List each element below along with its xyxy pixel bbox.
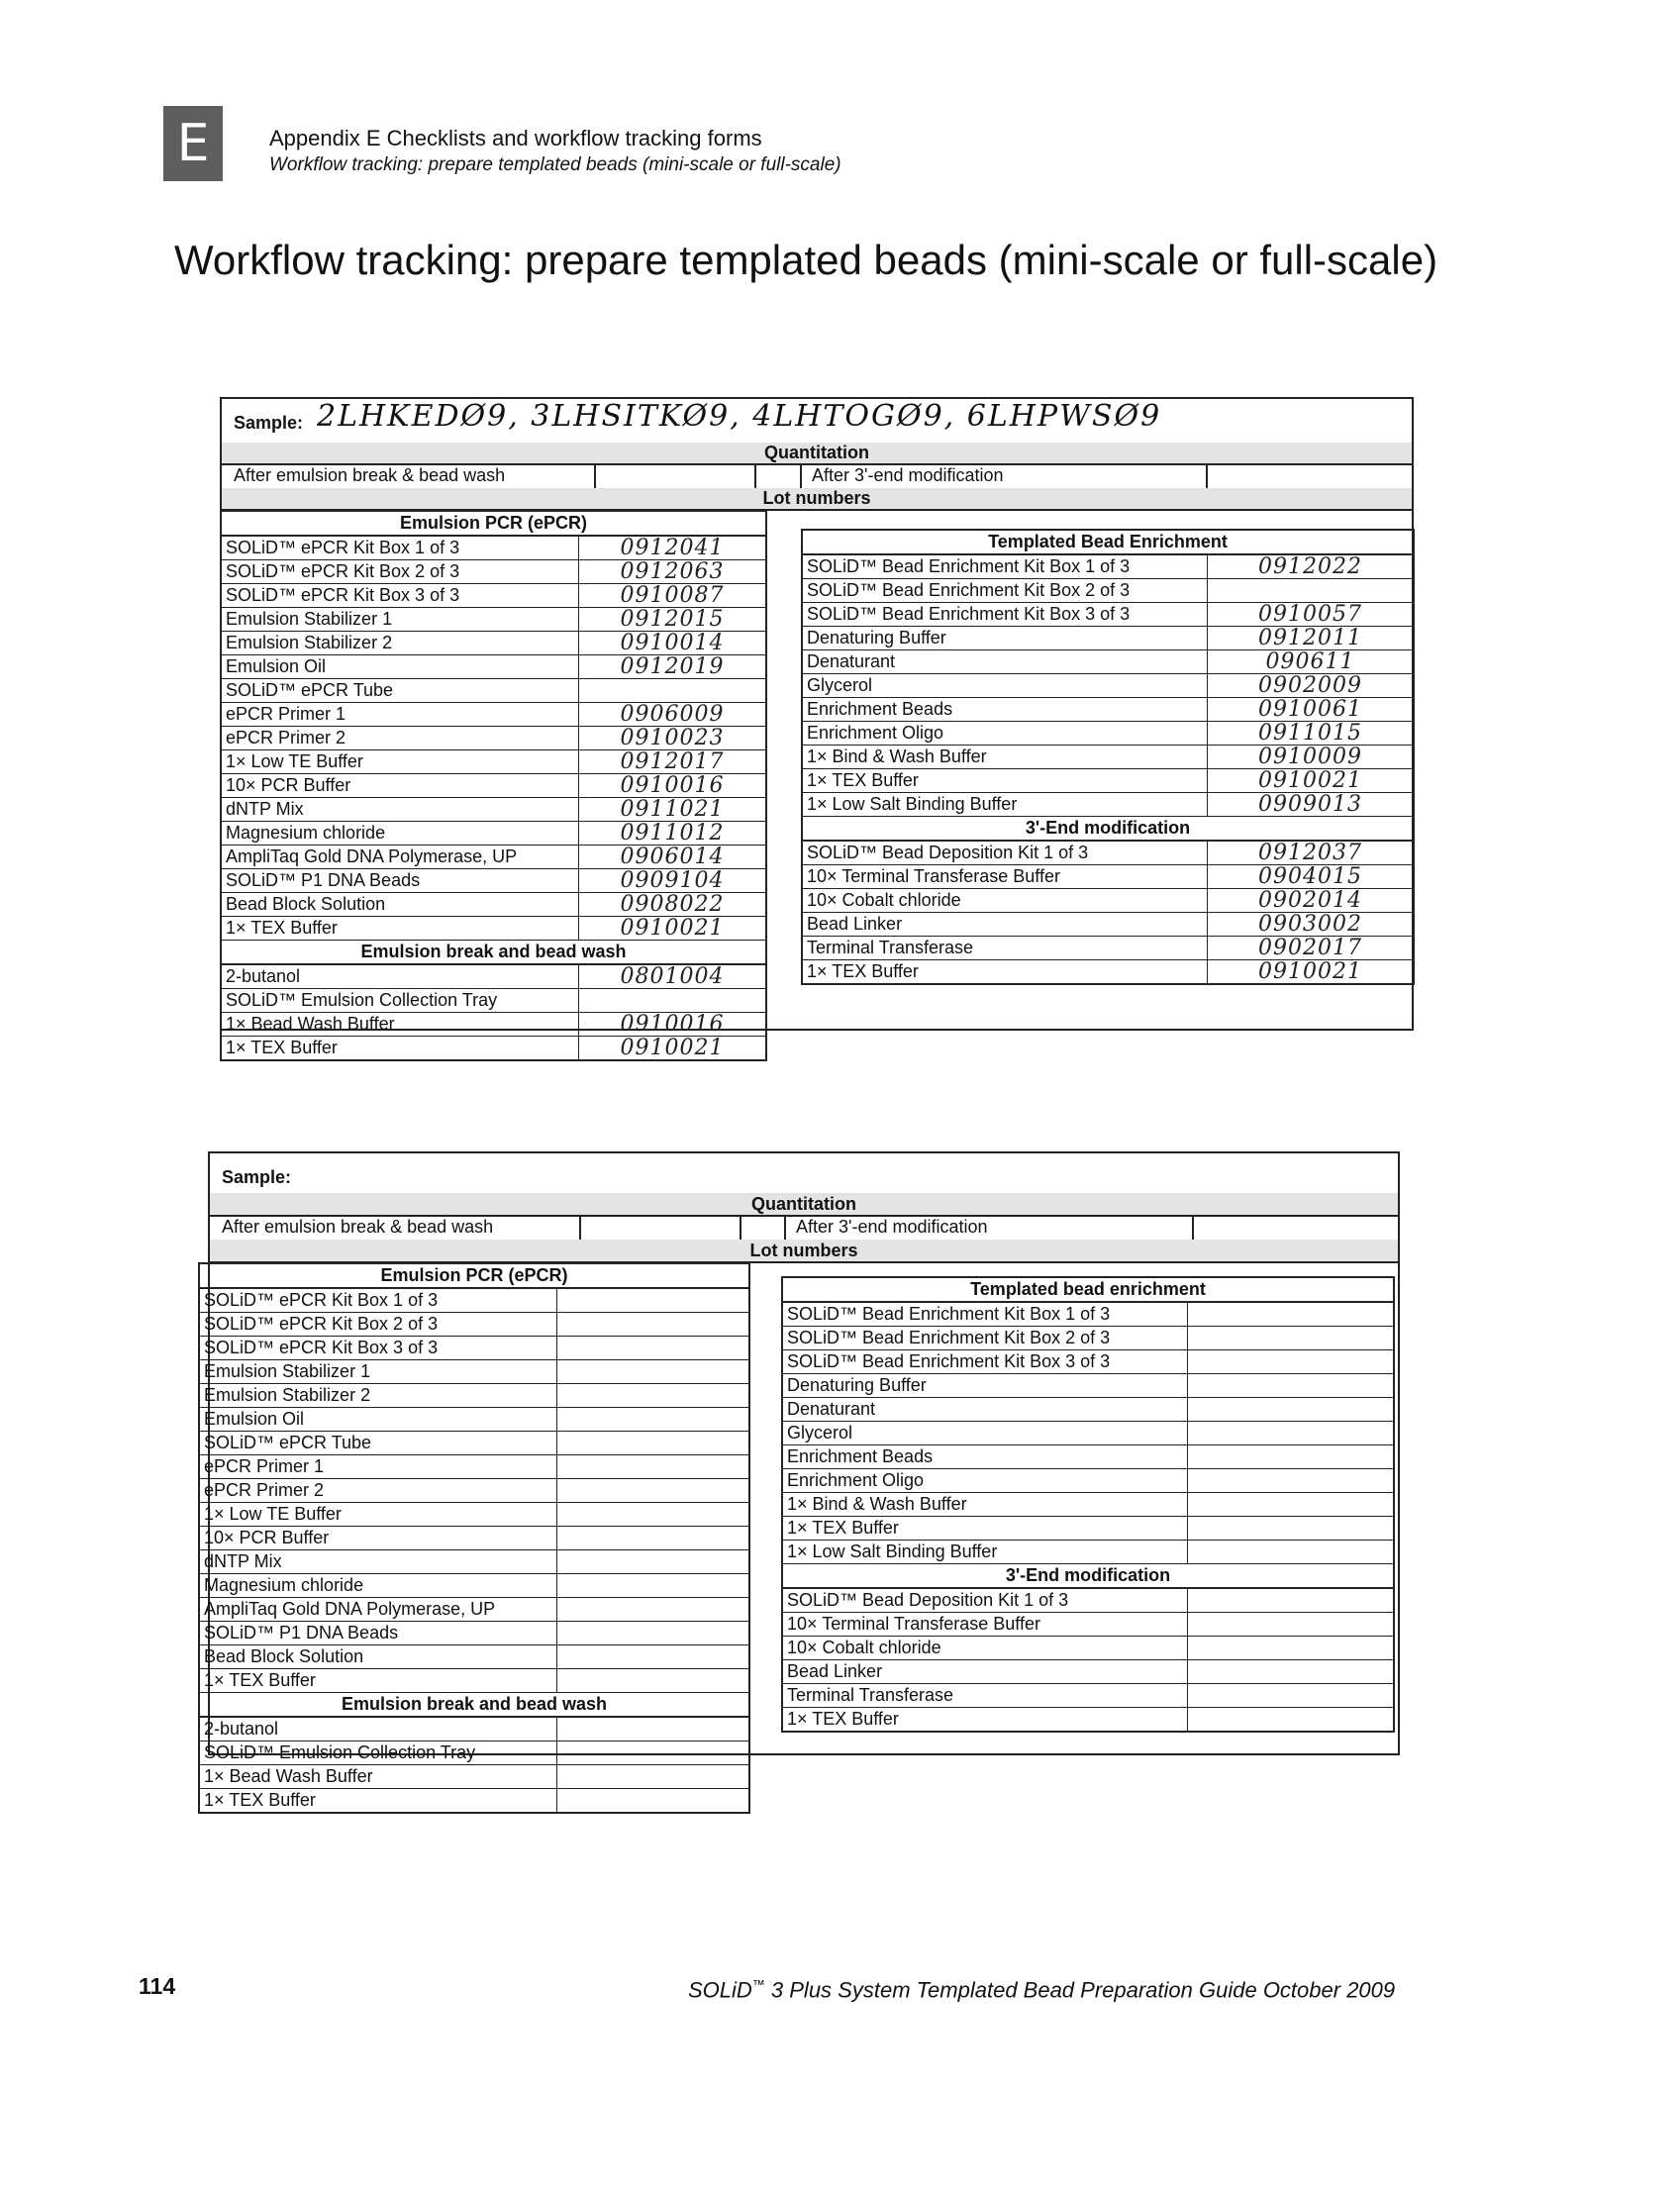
table-row (802, 960, 1414, 985)
reagent-name: Bead Linker (802, 913, 1208, 937)
lot-number-field[interactable] (1188, 1517, 1395, 1541)
lot-number-field[interactable]: 0912017 (579, 750, 767, 774)
reagent-name: 1× Bead Wash Buffer (199, 1765, 557, 1789)
table-row (199, 1622, 749, 1645)
three-end-section (782, 1564, 1394, 1589)
table-row (782, 1637, 1394, 1660)
enrichment-section (802, 530, 1414, 554)
lot-number-field[interactable]: 0906014 (579, 846, 767, 869)
reagent-name: Glycerol (782, 1422, 1188, 1445)
lot-number-field[interactable] (1188, 1350, 1395, 1374)
lot-number-field[interactable] (1188, 1708, 1395, 1733)
reagent-name: ePCR Primer 2 (199, 1479, 557, 1503)
table-row (782, 1422, 1394, 1445)
table-row (221, 798, 766, 822)
epcr-table (220, 510, 767, 1061)
table-row (221, 989, 766, 1013)
reagent-name: Terminal Transferase (782, 1684, 1188, 1708)
lot-number-field[interactable] (557, 1360, 750, 1384)
lot-number-field[interactable] (1188, 1374, 1395, 1398)
table-row (802, 554, 1414, 579)
tracking-form-1 (220, 397, 1414, 1060)
reagent-name: SOLiD™ Bead Enrichment Kit Box 3 of 3 (802, 603, 1208, 627)
lot-number-field[interactable]: 0912063 (579, 560, 767, 584)
table-row (221, 655, 766, 679)
reagent-name: 1× Low TE Buffer (221, 750, 579, 774)
reagent-name: Denaturant (782, 1398, 1188, 1422)
table-row (199, 1479, 749, 1503)
table-row (221, 869, 766, 893)
reagent-name: 1× Bind & Wash Buffer (802, 746, 1208, 769)
lot-number-field[interactable]: 0902009 (1208, 674, 1415, 698)
reagent-name: Glycerol (802, 674, 1208, 698)
quantitation-row (222, 463, 1412, 490)
break-wash-section (199, 1693, 749, 1718)
lot-number-field[interactable]: 0911012 (579, 822, 767, 846)
reagent-name: Emulsion Oil (221, 655, 579, 679)
sample-value[interactable]: 2LHKEDØ9, 3LHSITKØ9, 4LHTOGØ9, 6LHPWSØ9 (317, 399, 1162, 434)
reagent-name: Bead Block Solution (221, 893, 579, 917)
table-row (221, 1013, 766, 1037)
lot-number-field[interactable] (1188, 1613, 1395, 1637)
table-row (782, 1327, 1394, 1350)
lot-number-field[interactable]: 0910016 (579, 1013, 767, 1037)
lot-number-field[interactable]: 0910021 (579, 917, 767, 941)
lot-number-field[interactable]: 0912015 (579, 608, 767, 632)
lot-number-field[interactable] (557, 1527, 750, 1550)
table-row (782, 1469, 1394, 1493)
table-row (199, 1455, 749, 1479)
reagent-name: Denaturant (802, 650, 1208, 674)
quantitation-header: Quantitation (222, 443, 1412, 465)
table-row (782, 1302, 1394, 1327)
reagent-name: 2-butanol (199, 1717, 557, 1741)
table-row (199, 1432, 749, 1455)
table-row (221, 679, 766, 703)
lot-number-field[interactable] (1188, 1541, 1395, 1564)
reagent-name: 10× Cobalt chloride (782, 1637, 1188, 1660)
table-row (199, 1789, 749, 1814)
reagent-name: SOLiD™ Bead Deposition Kit 1 of 3 (802, 841, 1208, 865)
reagent-name: 10× Terminal Transferase Buffer (782, 1613, 1188, 1637)
lot-number-field[interactable]: 0903002 (1208, 913, 1415, 937)
lot-number-field[interactable]: 0911021 (579, 798, 767, 822)
reagent-name: SOLiD™ ePCR Tube (199, 1432, 557, 1455)
table-row (802, 889, 1414, 913)
reagent-name: ePCR Primer 1 (199, 1455, 557, 1479)
table-row (221, 536, 766, 560)
table-row (782, 1684, 1394, 1708)
table-row (221, 893, 766, 917)
quantitation-header: Quantitation (210, 1193, 1398, 1217)
reagent-name: SOLiD™ ePCR Kit Box 1 of 3 (199, 1288, 557, 1313)
reagent-name: 1× Low Salt Binding Buffer (782, 1541, 1188, 1564)
reagent-name: 1× Bead Wash Buffer (221, 1013, 579, 1037)
table-row (199, 1669, 749, 1693)
lot-number-field[interactable]: 0902017 (1208, 937, 1415, 960)
table-row (199, 1598, 749, 1622)
reagent-name: SOLiD™ Bead Enrichment Kit Box 2 of 3 (802, 579, 1208, 603)
table-row (802, 650, 1414, 674)
lot-number-field[interactable]: 0909104 (579, 869, 767, 893)
lot-number-field[interactable] (557, 1313, 750, 1337)
lot-number-field[interactable]: 0911015 (1208, 722, 1415, 746)
lot-number-field[interactable]: 0902014 (1208, 889, 1415, 913)
enrichment-section (782, 1277, 1394, 1302)
reagent-name: Bead Linker (782, 1660, 1188, 1684)
lot-number-field[interactable] (1188, 1684, 1395, 1708)
sample-row (222, 399, 1412, 445)
lot-number-field[interactable]: 0910021 (1208, 960, 1415, 985)
lot-number-field[interactable] (1188, 1469, 1395, 1493)
break-wash-section-label: Emulsion break and bead wash (199, 1693, 749, 1718)
emulsion-pcr-section (221, 511, 766, 536)
table-row (199, 1645, 749, 1669)
lot-number-field[interactable] (557, 1598, 750, 1622)
lot-number-field[interactable] (1188, 1422, 1395, 1445)
lot-number-field[interactable]: 0910023 (579, 727, 767, 750)
lot-number-field[interactable] (1188, 1327, 1395, 1350)
reagent-name: Magnesium chloride (199, 1574, 557, 1598)
enrichment-section-label: Templated bead enrichment (782, 1277, 1394, 1302)
after-3end-field[interactable] (1194, 1215, 1398, 1240)
table-row (221, 964, 766, 989)
reagent-name: Bead Block Solution (199, 1645, 557, 1669)
lot-number-field[interactable] (1188, 1660, 1395, 1684)
emulsion-pcr-section-label: Emulsion PCR (ePCR) (199, 1263, 749, 1288)
table-row (221, 608, 766, 632)
reagent-name: 1× TEX Buffer (221, 1037, 579, 1061)
table-row (199, 1337, 749, 1360)
lot-number-field[interactable] (557, 1384, 750, 1408)
lot-number-field[interactable] (557, 1288, 750, 1313)
lot-number-field[interactable]: 0909013 (1208, 793, 1415, 817)
lot-number-field[interactable] (557, 1574, 750, 1598)
table-row (221, 727, 766, 750)
reagent-name: Denaturing Buffer (782, 1374, 1188, 1398)
sample-label: Sample: (222, 1167, 292, 1187)
lot-number-field[interactable]: 0912022 (1208, 554, 1415, 579)
reagent-name: AmpliTaq Gold DNA Polymerase, UP (221, 846, 579, 869)
table-row (199, 1527, 749, 1550)
table-row (802, 746, 1414, 769)
table-row (221, 632, 766, 655)
reagent-name: SOLiD™ ePCR Kit Box 3 of 3 (199, 1337, 557, 1360)
lot-number-field[interactable] (557, 1408, 750, 1432)
table-row (802, 841, 1414, 865)
reagent-name: Emulsion Stabilizer 1 (199, 1360, 557, 1384)
lot-number-field[interactable]: 0910061 (1208, 698, 1415, 722)
after-emulsion-label: After emulsion break & bead wash (222, 1217, 494, 1237)
three-end-section-label: 3'-End modification (802, 817, 1414, 842)
lot-number-field[interactable] (557, 1550, 750, 1574)
lot-number-field[interactable] (557, 1432, 750, 1455)
table-row (221, 1037, 766, 1061)
table-row (802, 913, 1414, 937)
reagent-name: Enrichment Oligo (782, 1469, 1188, 1493)
reagent-name: SOLiD™ Bead Enrichment Kit Box 1 of 3 (802, 554, 1208, 579)
reagent-name: Emulsion Stabilizer 1 (221, 608, 579, 632)
reagent-name: 10× Cobalt chloride (802, 889, 1208, 913)
reagent-name: SOLiD™ Bead Deposition Kit 1 of 3 (782, 1588, 1188, 1613)
reagent-name: 10× Terminal Transferase Buffer (802, 865, 1208, 889)
reagent-name: Magnesium chloride (221, 822, 579, 846)
reagent-name: 1× Bind & Wash Buffer (782, 1493, 1188, 1517)
page-title: Workflow tracking: prepare templated beads (mini-scale or full-scale) (174, 237, 1438, 283)
table-row (221, 774, 766, 798)
lot-number-field[interactable] (557, 1645, 750, 1669)
reagent-name: ePCR Primer 2 (221, 727, 579, 750)
table-row (802, 793, 1414, 817)
reagent-name: Enrichment Beads (782, 1445, 1188, 1469)
lot-number-field[interactable]: 0912041 (579, 536, 767, 560)
reagent-name: Enrichment Oligo (802, 722, 1208, 746)
reagent-name: Emulsion Stabilizer 2 (199, 1384, 557, 1408)
tracking-form-2 (204, 1151, 1400, 1810)
after-emulsion-label: After emulsion break & bead wash (234, 465, 506, 485)
emulsion-pcr-section (199, 1263, 749, 1288)
reagent-name: 1× TEX Buffer (221, 917, 579, 941)
reagent-name: SOLiD™ Emulsion Collection Tray (199, 1741, 557, 1765)
after-3end-label: After 3'-end modification (796, 1217, 988, 1237)
reagent-name: SOLiD™ ePCR Kit Box 2 of 3 (221, 560, 579, 584)
table-row (199, 1313, 749, 1337)
table-row (802, 674, 1414, 698)
running-header: Appendix E Checklists and workflow tracking forms (269, 126, 762, 150)
lot-number-field[interactable] (557, 1669, 750, 1693)
table-row (199, 1574, 749, 1598)
reagent-name: 1× TEX Buffer (802, 769, 1208, 793)
lot-number-field[interactable]: 0910021 (579, 1037, 767, 1061)
reagent-name: dNTP Mix (199, 1550, 557, 1574)
reagent-name: Terminal Transferase (802, 937, 1208, 960)
lot-number-field[interactable]: 0910016 (579, 774, 767, 798)
reagent-name: ePCR Primer 1 (221, 703, 579, 727)
three-end-section-label: 3'-End modification (782, 1564, 1394, 1589)
epcr-table (198, 1262, 750, 1814)
lot-number-field[interactable]: 0910057 (1208, 603, 1415, 627)
lot-number-field[interactable] (1188, 1445, 1395, 1469)
reagent-name: SOLiD™ Emulsion Collection Tray (221, 989, 579, 1013)
lot-number-field[interactable]: 090611 (1208, 650, 1415, 674)
table-row (802, 769, 1414, 793)
table-row (221, 917, 766, 941)
lot-number-field[interactable] (557, 1717, 750, 1741)
reagent-name: Enrichment Beads (802, 698, 1208, 722)
after-3end-field[interactable] (1208, 463, 1412, 488)
emulsion-pcr-section-label: Emulsion PCR (ePCR) (221, 511, 766, 536)
table-row (802, 627, 1414, 650)
table-row (221, 560, 766, 584)
lot-number-field[interactable] (579, 679, 767, 703)
reagent-name: Emulsion Stabilizer 2 (221, 632, 579, 655)
appendix-tab: E (163, 106, 223, 181)
lot-numbers-header: Lot numbers (210, 1240, 1398, 1263)
running-subheader: Workflow tracking: prepare templated beads (mini-scale or full-scale) (269, 154, 841, 175)
table-row (802, 865, 1414, 889)
lot-number-field[interactable] (557, 1479, 750, 1503)
table-row (782, 1493, 1394, 1517)
lot-numbers-header: Lot numbers (222, 488, 1412, 511)
reagent-name: 1× TEX Buffer (782, 1517, 1188, 1541)
lot-number-field[interactable]: 0912019 (579, 655, 767, 679)
reagent-name: SOLiD™ ePCR Tube (221, 679, 579, 703)
reagent-name: dNTP Mix (221, 798, 579, 822)
lot-number-field[interactable]: 0906009 (579, 703, 767, 727)
reagent-name: SOLiD™ Bead Enrichment Kit Box 1 of 3 (782, 1302, 1188, 1327)
lot-number-field[interactable]: 0910009 (1208, 746, 1415, 769)
table-row (782, 1398, 1394, 1422)
lot-number-field[interactable] (557, 1455, 750, 1479)
reagent-name: SOLiD™ P1 DNA Beads (199, 1622, 557, 1645)
reagent-name: SOLiD™ Bead Enrichment Kit Box 2 of 3 (782, 1327, 1188, 1350)
reagent-name: 2-butanol (221, 964, 579, 989)
table-row (221, 703, 766, 727)
lot-number-field[interactable]: 0910087 (579, 584, 767, 608)
table-row (782, 1374, 1394, 1398)
table-row (221, 584, 766, 608)
table-row (199, 1360, 749, 1384)
table-row (802, 603, 1414, 627)
table-row (782, 1350, 1394, 1374)
three-end-section (802, 817, 1414, 842)
table-row (782, 1613, 1394, 1637)
lot-number-field[interactable]: 0910014 (579, 632, 767, 655)
quantitation-row (210, 1215, 1398, 1242)
lot-number-field[interactable] (1208, 579, 1415, 603)
lot-number-field[interactable] (1188, 1302, 1395, 1327)
enrichment-table (801, 529, 1415, 985)
reagent-name: 1× Low Salt Binding Buffer (802, 793, 1208, 817)
lot-number-field[interactable]: 0908022 (579, 893, 767, 917)
table-row (199, 1717, 749, 1741)
lot-number-field[interactable] (1188, 1493, 1395, 1517)
table-row (802, 579, 1414, 603)
table-row (199, 1384, 749, 1408)
footer-text: SOLiD™ 3 Plus System Templated Bead Preparation Guide October 2009 (688, 1977, 1396, 2003)
lot-number-field[interactable]: 0912037 (1208, 841, 1415, 865)
break-wash-section (221, 941, 766, 965)
lot-number-field[interactable]: 0904015 (1208, 865, 1415, 889)
reagent-name: SOLiD™ ePCR Kit Box 2 of 3 (199, 1313, 557, 1337)
table-row (782, 1445, 1394, 1469)
reagent-name: 10× PCR Buffer (221, 774, 579, 798)
reagent-name: Emulsion Oil (199, 1408, 557, 1432)
table-row (782, 1660, 1394, 1684)
reagent-name: 1× TEX Buffer (199, 1789, 557, 1814)
reagent-name: SOLiD™ ePCR Kit Box 1 of 3 (221, 536, 579, 560)
sample-label: Sample: (234, 413, 304, 433)
reagent-name: AmpliTaq Gold DNA Polymerase, UP (199, 1598, 557, 1622)
reagent-name: Denaturing Buffer (802, 627, 1208, 650)
table-row (782, 1541, 1394, 1564)
reagent-name: 1× Low TE Buffer (199, 1503, 557, 1527)
break-wash-section-label: Emulsion break and bead wash (221, 941, 766, 965)
table-row (802, 722, 1414, 746)
after-emulsion-field[interactable] (581, 1215, 740, 1240)
table-row (782, 1517, 1394, 1541)
lot-number-field[interactable] (579, 989, 767, 1013)
lot-number-field[interactable] (1188, 1398, 1395, 1422)
table-row (199, 1765, 749, 1789)
lot-number-field[interactable] (1188, 1637, 1395, 1660)
table-row (221, 750, 766, 774)
table-row (221, 822, 766, 846)
table-row (199, 1503, 749, 1527)
table-row (199, 1550, 749, 1574)
after-emulsion-field[interactable] (596, 463, 754, 488)
table-row (221, 846, 766, 869)
reagent-name: SOLiD™ Bead Enrichment Kit Box 3 of 3 (782, 1350, 1188, 1374)
lot-number-field[interactable] (557, 1765, 750, 1789)
table-row (782, 1588, 1394, 1613)
lot-number-field[interactable] (557, 1741, 750, 1765)
table-row (802, 937, 1414, 960)
lot-number-field[interactable] (557, 1503, 750, 1527)
sample-row (210, 1153, 1398, 1195)
enrichment-table (781, 1276, 1395, 1733)
lot-number-field[interactable]: 0910021 (1208, 769, 1415, 793)
lot-number-field[interactable] (1188, 1588, 1395, 1613)
page-number: 114 (139, 1973, 176, 1999)
lot-number-field[interactable]: 0801004 (579, 964, 767, 989)
lot-number-field[interactable] (557, 1337, 750, 1360)
after-3end-label: After 3'-end modification (812, 465, 1004, 485)
reagent-name: 1× TEX Buffer (199, 1669, 557, 1693)
table-row (199, 1741, 749, 1765)
reagent-name: SOLiD™ ePCR Kit Box 3 of 3 (221, 584, 579, 608)
table-row (199, 1288, 749, 1313)
enrichment-section-label: Templated Bead Enrichment (802, 530, 1414, 554)
reagent-name: 1× TEX Buffer (782, 1708, 1188, 1733)
reagent-name: 10× PCR Buffer (199, 1527, 557, 1550)
table-row (782, 1708, 1394, 1733)
table-row (199, 1408, 749, 1432)
reagent-name: SOLiD™ P1 DNA Beads (221, 869, 579, 893)
lot-number-field[interactable] (557, 1622, 750, 1645)
table-row (802, 698, 1414, 722)
reagent-name: 1× TEX Buffer (802, 960, 1208, 985)
lot-number-field[interactable] (557, 1789, 750, 1814)
lot-number-field[interactable]: 0912011 (1208, 627, 1415, 650)
